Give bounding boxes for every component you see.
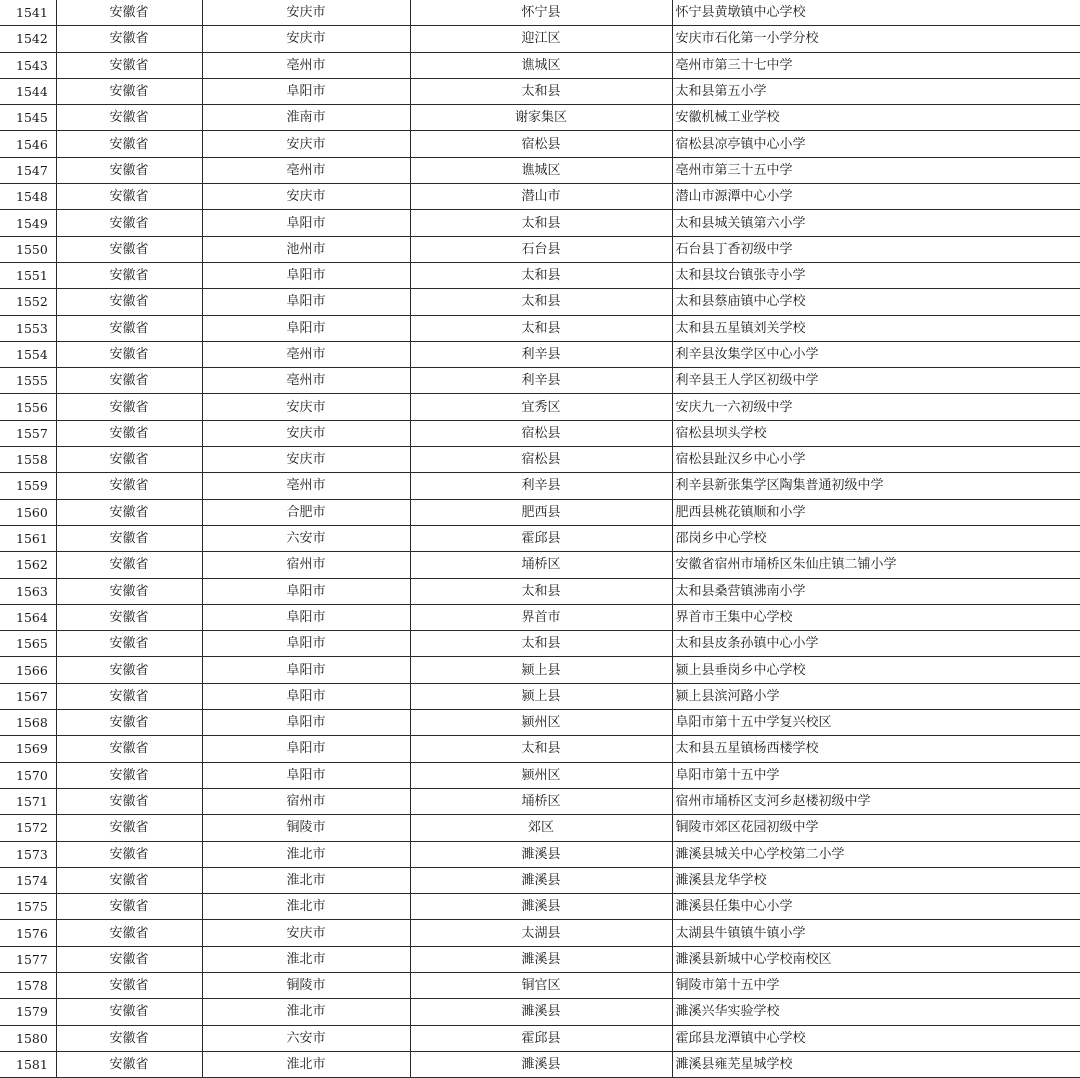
cell-serial-number: 1551 xyxy=(0,262,56,288)
cell-city: 淮北市 xyxy=(202,867,410,893)
cell-city: 阜阳市 xyxy=(202,710,410,736)
cell-city: 阜阳市 xyxy=(202,262,410,288)
cell-serial-number: 1558 xyxy=(0,447,56,473)
cell-city: 阜阳市 xyxy=(202,736,410,762)
cell-province: 安徽省 xyxy=(56,131,202,157)
cell-city: 铜陵市 xyxy=(202,972,410,998)
cell-county: 肥西县 xyxy=(410,499,672,525)
cell-city: 阜阳市 xyxy=(202,210,410,236)
cell-county: 太湖县 xyxy=(410,920,672,946)
cell-city: 安庆市 xyxy=(202,394,410,420)
cell-county: 颍州区 xyxy=(410,710,672,736)
cell-province: 安徽省 xyxy=(56,289,202,315)
cell-school-name: 界首市王集中心学校 xyxy=(672,604,1080,630)
cell-province: 安徽省 xyxy=(56,0,202,26)
cell-school-name: 铜陵市第十五中学 xyxy=(672,972,1080,998)
table-row xyxy=(0,499,1080,525)
cell-serial-number: 1572 xyxy=(0,815,56,841)
cell-county: 颍上县 xyxy=(410,683,672,709)
cell-province: 安徽省 xyxy=(56,788,202,814)
cell-county: 宿松县 xyxy=(410,420,672,446)
table-row xyxy=(0,683,1080,709)
table-row xyxy=(0,867,1080,893)
cell-school-name: 宿松县趾汉乡中心小学 xyxy=(672,447,1080,473)
cell-province: 安徽省 xyxy=(56,710,202,736)
cell-province: 安徽省 xyxy=(56,394,202,420)
table-row xyxy=(0,710,1080,736)
table-row xyxy=(0,447,1080,473)
cell-city: 安庆市 xyxy=(202,420,410,446)
cell-county: 太和县 xyxy=(410,289,672,315)
cell-city: 阜阳市 xyxy=(202,657,410,683)
cell-city: 宿州市 xyxy=(202,552,410,578)
cell-school-name: 濉溪县新城中心学校南校区 xyxy=(672,946,1080,972)
table-row xyxy=(0,525,1080,551)
cell-school-name: 濉溪县雍芜星城学校 xyxy=(672,1051,1080,1077)
cell-city: 六安市 xyxy=(202,1025,410,1051)
cell-province: 安徽省 xyxy=(56,894,202,920)
cell-county: 界首市 xyxy=(410,604,672,630)
table-row xyxy=(0,289,1080,315)
cell-school-name: 安庆九一六初级中学 xyxy=(672,394,1080,420)
cell-school-name: 安徽省宿州市埇桥区朱仙庄镇二铺小学 xyxy=(672,552,1080,578)
cell-county: 太和县 xyxy=(410,736,672,762)
table-row xyxy=(0,420,1080,446)
cell-city: 阜阳市 xyxy=(202,683,410,709)
table-row xyxy=(0,52,1080,78)
cell-province: 安徽省 xyxy=(56,499,202,525)
cell-serial-number: 1550 xyxy=(0,236,56,262)
cell-school-name: 阜阳市第十五中学 xyxy=(672,762,1080,788)
cell-serial-number: 1556 xyxy=(0,394,56,420)
cell-serial-number: 1567 xyxy=(0,683,56,709)
cell-serial-number: 1569 xyxy=(0,736,56,762)
cell-serial-number: 1553 xyxy=(0,315,56,341)
cell-serial-number: 1573 xyxy=(0,841,56,867)
cell-city: 淮北市 xyxy=(202,841,410,867)
cell-serial-number: 1563 xyxy=(0,578,56,604)
cell-province: 安徽省 xyxy=(56,26,202,52)
cell-province: 安徽省 xyxy=(56,105,202,131)
cell-serial-number: 1548 xyxy=(0,184,56,210)
cell-province: 安徽省 xyxy=(56,1051,202,1077)
table-row xyxy=(0,788,1080,814)
cell-school-name: 颍上县滨河路小学 xyxy=(672,683,1080,709)
cell-province: 安徽省 xyxy=(56,420,202,446)
table-row xyxy=(0,815,1080,841)
cell-province: 安徽省 xyxy=(56,657,202,683)
table-row xyxy=(0,26,1080,52)
cell-province: 安徽省 xyxy=(56,578,202,604)
cell-city: 合肥市 xyxy=(202,499,410,525)
cell-school-name: 濉溪县任集中心小学 xyxy=(672,894,1080,920)
cell-city: 铜陵市 xyxy=(202,815,410,841)
cell-school-name: 太和县皮条孙镇中心小学 xyxy=(672,631,1080,657)
cell-school-name: 太和县五星镇杨西楼学校 xyxy=(672,736,1080,762)
table-row xyxy=(0,972,1080,998)
cell-city: 阜阳市 xyxy=(202,578,410,604)
cell-county: 迎江区 xyxy=(410,26,672,52)
cell-serial-number: 1547 xyxy=(0,157,56,183)
table-row xyxy=(0,946,1080,972)
cell-county: 濉溪县 xyxy=(410,999,672,1025)
cell-serial-number: 1559 xyxy=(0,473,56,499)
table-row xyxy=(0,341,1080,367)
cell-serial-number: 1541 xyxy=(0,0,56,26)
table-row xyxy=(0,578,1080,604)
cell-city: 安庆市 xyxy=(202,184,410,210)
cell-province: 安徽省 xyxy=(56,184,202,210)
cell-province: 安徽省 xyxy=(56,946,202,972)
cell-province: 安徽省 xyxy=(56,736,202,762)
cell-city: 亳州市 xyxy=(202,341,410,367)
cell-county: 太和县 xyxy=(410,315,672,341)
cell-city: 安庆市 xyxy=(202,447,410,473)
cell-county: 谯城区 xyxy=(410,52,672,78)
cell-province: 安徽省 xyxy=(56,972,202,998)
cell-school-name: 利辛县汝集学区中心小学 xyxy=(672,341,1080,367)
cell-city: 阜阳市 xyxy=(202,604,410,630)
cell-serial-number: 1581 xyxy=(0,1051,56,1077)
cell-serial-number: 1570 xyxy=(0,762,56,788)
table-row xyxy=(0,631,1080,657)
cell-school-name: 太和县五星镇刘关学校 xyxy=(672,315,1080,341)
cell-school-name: 太和县第五小学 xyxy=(672,78,1080,104)
cell-serial-number: 1546 xyxy=(0,131,56,157)
cell-province: 安徽省 xyxy=(56,236,202,262)
cell-serial-number: 1549 xyxy=(0,210,56,236)
cell-county: 埇桥区 xyxy=(410,552,672,578)
cell-city: 安庆市 xyxy=(202,131,410,157)
cell-school-name: 宿松县凉亭镇中心小学 xyxy=(672,131,1080,157)
cell-school-name: 利辛县王人学区初级中学 xyxy=(672,368,1080,394)
table-row xyxy=(0,157,1080,183)
cell-county: 怀宁县 xyxy=(410,0,672,26)
cell-province: 安徽省 xyxy=(56,368,202,394)
cell-city: 淮北市 xyxy=(202,894,410,920)
cell-county: 太和县 xyxy=(410,210,672,236)
cell-school-name: 太和县蔡庙镇中心学校 xyxy=(672,289,1080,315)
cell-school-name: 亳州市第三十五中学 xyxy=(672,157,1080,183)
table-row xyxy=(0,184,1080,210)
table-row xyxy=(0,1025,1080,1051)
cell-province: 安徽省 xyxy=(56,920,202,946)
table-row xyxy=(0,315,1080,341)
cell-province: 安徽省 xyxy=(56,999,202,1025)
table-row xyxy=(0,368,1080,394)
cell-serial-number: 1560 xyxy=(0,499,56,525)
cell-county: 郊区 xyxy=(410,815,672,841)
table-row xyxy=(0,131,1080,157)
table-row xyxy=(0,894,1080,920)
cell-county: 埇桥区 xyxy=(410,788,672,814)
cell-school-name: 怀宁县黄墩镇中心学校 xyxy=(672,0,1080,26)
cell-school-name: 邵岗乡中心学校 xyxy=(672,525,1080,551)
cell-county: 潜山市 xyxy=(410,184,672,210)
cell-school-name: 太和县桑营镇沸南小学 xyxy=(672,578,1080,604)
cell-school-name: 颍上县垂岗乡中心学校 xyxy=(672,657,1080,683)
cell-county: 铜官区 xyxy=(410,972,672,998)
cell-school-name: 阜阳市第十五中学复兴校区 xyxy=(672,710,1080,736)
cell-province: 安徽省 xyxy=(56,262,202,288)
table-row xyxy=(0,736,1080,762)
table-row xyxy=(0,552,1080,578)
cell-city: 宿州市 xyxy=(202,788,410,814)
cell-serial-number: 1574 xyxy=(0,867,56,893)
cell-serial-number: 1580 xyxy=(0,1025,56,1051)
cell-school-name: 石台县丁香初级中学 xyxy=(672,236,1080,262)
cell-serial-number: 1554 xyxy=(0,341,56,367)
cell-county: 利辛县 xyxy=(410,473,672,499)
cell-serial-number: 1576 xyxy=(0,920,56,946)
cell-school-name: 太湖县牛镇镇牛镇小学 xyxy=(672,920,1080,946)
cell-province: 安徽省 xyxy=(56,315,202,341)
cell-serial-number: 1571 xyxy=(0,788,56,814)
cell-county: 太和县 xyxy=(410,578,672,604)
cell-county: 太和县 xyxy=(410,78,672,104)
cell-province: 安徽省 xyxy=(56,525,202,551)
cell-county: 濉溪县 xyxy=(410,867,672,893)
cell-province: 安徽省 xyxy=(56,157,202,183)
cell-city: 安庆市 xyxy=(202,26,410,52)
cell-county: 宿松县 xyxy=(410,131,672,157)
cell-school-name: 肥西县桃花镇顺和小学 xyxy=(672,499,1080,525)
cell-city: 安庆市 xyxy=(202,920,410,946)
cell-city: 池州市 xyxy=(202,236,410,262)
cell-county: 霍邱县 xyxy=(410,525,672,551)
table-row xyxy=(0,1051,1080,1077)
cell-county: 颍上县 xyxy=(410,657,672,683)
cell-county: 太和县 xyxy=(410,262,672,288)
cell-county: 利辛县 xyxy=(410,368,672,394)
cell-school-name: 濉溪兴华实验学校 xyxy=(672,999,1080,1025)
cell-school-name: 潜山市源潭中心小学 xyxy=(672,184,1080,210)
cell-province: 安徽省 xyxy=(56,447,202,473)
cell-school-name: 太和县城关镇第六小学 xyxy=(672,210,1080,236)
cell-city: 六安市 xyxy=(202,525,410,551)
cell-province: 安徽省 xyxy=(56,631,202,657)
table-row xyxy=(0,262,1080,288)
cell-school-name: 亳州市第三十七中学 xyxy=(672,52,1080,78)
table-row xyxy=(0,920,1080,946)
cell-serial-number: 1562 xyxy=(0,552,56,578)
cell-serial-number: 1545 xyxy=(0,105,56,131)
cell-serial-number: 1542 xyxy=(0,26,56,52)
cell-province: 安徽省 xyxy=(56,604,202,630)
cell-county: 濉溪县 xyxy=(410,1051,672,1077)
cell-province: 安徽省 xyxy=(56,867,202,893)
cell-school-name: 濉溪县龙华学校 xyxy=(672,867,1080,893)
table-row xyxy=(0,999,1080,1025)
cell-serial-number: 1557 xyxy=(0,420,56,446)
cell-county: 利辛县 xyxy=(410,341,672,367)
table-row xyxy=(0,473,1080,499)
cell-county: 石台县 xyxy=(410,236,672,262)
cell-serial-number: 1543 xyxy=(0,52,56,78)
cell-school-name: 宿州市埇桥区支河乡赵楼初级中学 xyxy=(672,788,1080,814)
cell-school-name: 利辛县新张集学区陶集普通初级中学 xyxy=(672,473,1080,499)
cell-county: 濉溪县 xyxy=(410,894,672,920)
cell-city: 阜阳市 xyxy=(202,315,410,341)
cell-school-name: 宿松县坝头学校 xyxy=(672,420,1080,446)
cell-serial-number: 1577 xyxy=(0,946,56,972)
cell-county: 谯城区 xyxy=(410,157,672,183)
table-row xyxy=(0,0,1080,26)
cell-city: 亳州市 xyxy=(202,157,410,183)
cell-city: 亳州市 xyxy=(202,52,410,78)
cell-serial-number: 1561 xyxy=(0,525,56,551)
cell-province: 安徽省 xyxy=(56,815,202,841)
cell-serial-number: 1555 xyxy=(0,368,56,394)
cell-serial-number: 1578 xyxy=(0,972,56,998)
cell-city: 阜阳市 xyxy=(202,631,410,657)
cell-county: 谢家集区 xyxy=(410,105,672,131)
cell-serial-number: 1544 xyxy=(0,78,56,104)
cell-serial-number: 1552 xyxy=(0,289,56,315)
cell-city: 亳州市 xyxy=(202,368,410,394)
table-row xyxy=(0,210,1080,236)
cell-county: 宜秀区 xyxy=(410,394,672,420)
cell-county: 濉溪县 xyxy=(410,946,672,972)
cell-school-name: 濉溪县城关中心学校第二小学 xyxy=(672,841,1080,867)
cell-city: 淮北市 xyxy=(202,946,410,972)
cell-province: 安徽省 xyxy=(56,552,202,578)
cell-school-name: 霍邱县龙潭镇中心学校 xyxy=(672,1025,1080,1051)
cell-province: 安徽省 xyxy=(56,52,202,78)
table-row xyxy=(0,78,1080,104)
cell-city: 阜阳市 xyxy=(202,78,410,104)
table-row xyxy=(0,604,1080,630)
table-row xyxy=(0,657,1080,683)
cell-school-name: 安徽机械工业学校 xyxy=(672,105,1080,131)
cell-serial-number: 1564 xyxy=(0,604,56,630)
cell-province: 安徽省 xyxy=(56,78,202,104)
cell-school-name: 太和县坟台镇张寺小学 xyxy=(672,262,1080,288)
cell-serial-number: 1565 xyxy=(0,631,56,657)
cell-city: 阜阳市 xyxy=(202,762,410,788)
cell-serial-number: 1566 xyxy=(0,657,56,683)
cell-province: 安徽省 xyxy=(56,210,202,236)
table-row xyxy=(0,394,1080,420)
cell-city: 阜阳市 xyxy=(202,289,410,315)
table-row xyxy=(0,105,1080,131)
cell-city: 淮南市 xyxy=(202,105,410,131)
cell-city: 安庆市 xyxy=(202,0,410,26)
cell-county: 宿松县 xyxy=(410,447,672,473)
cell-school-name: 铜陵市郊区花园初级中学 xyxy=(672,815,1080,841)
table-row xyxy=(0,841,1080,867)
cell-province: 安徽省 xyxy=(56,841,202,867)
cell-province: 安徽省 xyxy=(56,683,202,709)
cell-province: 安徽省 xyxy=(56,762,202,788)
cell-school-name: 安庆市石化第一小学分校 xyxy=(672,26,1080,52)
cell-city: 亳州市 xyxy=(202,473,410,499)
cell-county: 颍州区 xyxy=(410,762,672,788)
cell-province: 安徽省 xyxy=(56,341,202,367)
cell-county: 太和县 xyxy=(410,631,672,657)
cell-serial-number: 1575 xyxy=(0,894,56,920)
cell-county: 濉溪县 xyxy=(410,841,672,867)
cell-city: 淮北市 xyxy=(202,1051,410,1077)
table-row xyxy=(0,762,1080,788)
cell-serial-number: 1568 xyxy=(0,710,56,736)
cell-province: 安徽省 xyxy=(56,1025,202,1051)
cell-serial-number: 1579 xyxy=(0,999,56,1025)
cell-province: 安徽省 xyxy=(56,473,202,499)
table-row xyxy=(0,236,1080,262)
cell-city: 淮北市 xyxy=(202,999,410,1025)
cell-county: 霍邱县 xyxy=(410,1025,672,1051)
